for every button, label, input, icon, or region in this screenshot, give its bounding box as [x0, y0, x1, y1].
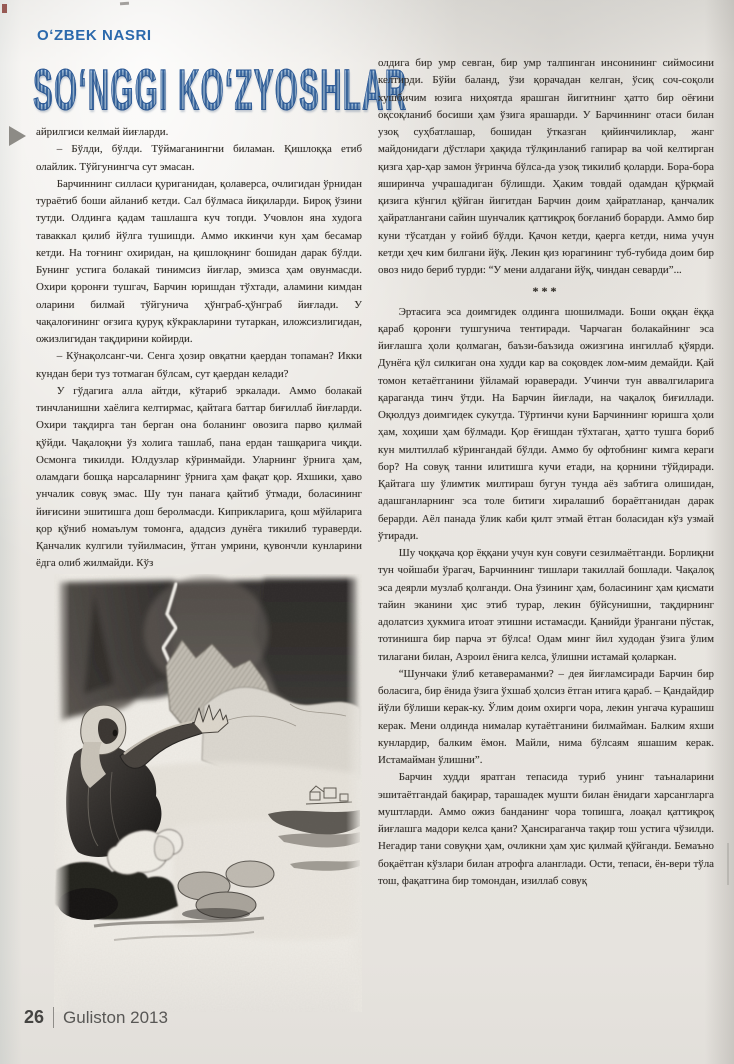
paragraph: олдига бир умр севган, бир умр талпинган инсонининг сиймосини келтирди. Бўйи баланд, ўзи қорачадан келган, ўсиқ соч-соқоли хушбичим юзига ниҳоятда ярашган йигитнинг ҳатто бир оёғини оқсоқланиб босиши ҳам ўзига ярашарди. У Барчиннинг отаси билан узоқ суҳбатлашар, бошидан ўтказган қийинчиликлар, жанг майдонидаги дўстлари ҳақида тўлқинланиб гапирар ва чой келтирган қизга ҳар-ҳар замон ўғринча бўлса-да узоқ тикилиб қоларди. Бора-бора яширинча учрашадиган бўлишди. Ҳаким товдай одамдан қўрқмай қизига кўнгил қўйган йигитдан Барчин доим ҳайратланар, қанчалик ҳайратлангани сайин шунчалик қаттиқроқ боғланиб борарди. Аммо бир куни тўсатдан у ғойиб бўлди. Қачон кетди, қаерга кетди, нима учун кетди ҳеч ким билгани йўқ. Лекин қиз юрагининг туб-тубида доим бир овоз нидо бериб турди: “У мени алдагани йўқ, чиндан севарди”... — [378, 57, 714, 276]
story-illustration — [54, 574, 362, 1012]
scan-artifact — [727, 843, 729, 885]
paragraph: Эртасига эса доимгидек олдинга шошилмади. Боши оққан ёққа қараб қоронғи тушгунича тентиради. Чарчаган болакайнинг эса йиғлашга ҳоли қолмаган, баъзи-баъзида ожизгина ингиллаб қўярди. Дунёга қўл силкиган она худди кар ва соқовдек лом-мим демайди. Қай томон кетаётганини ўйламай юраверади. Учинчи тун аввалгиларига қараганда тинч ўтди. На Барчин йиғлади, на чақалоқ биғиллади. Оқюлдуз доимгидек сукутда. Тўртинчи куни Барчиннинг юришга ҳоли ҳам, хоҳиши ҳам бўлмади. Қор ёғишдан тўхтаган, ҳатто тушга бориб кун милтиллаб кўрингандай бўлди. Аммо бу офтобнинг кимга кераги бор? На совуқ танни илитишга кучи етади, на қорнини тўйдиради. Қайтага шу ўлимтик милтираш бугун тунда аёз забтига олишидан, адашганларнинг эса толе битиги хиралашиб бораётганидан дарак берарди. Аёл панада ўлик каби қилт этмай ётган боласидан кўз узмай ўтиради. — [378, 305, 714, 542]
paragraph: – Бўлди, бўлди. Тўймаганингни биламан. Қишлоққа етиб олайлик. Тўйгунингча сут эмасан. — [36, 143, 362, 173]
story-title-text: SOʻNGGI KOʻZYOSHLAR — [33, 57, 408, 122]
footer-divider — [53, 1007, 54, 1028]
page-footer — [24, 1007, 168, 1028]
scan-artifact — [120, 2, 129, 6]
paragraph: “Шунчаки ўлиб кетавераманми? – дея йиғламсиради Барчин бир боласига, бир ёнида ўзига ўхшаб ҳолсиз ётган итига қараб. – Қандайдир йўли бўлиши керак-ку. Ўлим доим охирги чора, лекин унгача курашиш керак. Мени олдинда нималар кутаётганини билмайман. Балким яхши кунлардир, балким ёмон. Майли, нима бўлсаям яшашим керак. Истамайман ўлишни”. — [378, 667, 714, 766]
paragraph: Шу чоққача қор ёққани учун кун совуғи сезилмаётганди. Борлиқни тун чойшаби ўрагач, Барчиннинг тишлари такиллай бошлади. Чақалоқ эса деярли музлаб қолганди. Она ўзининг ҳам, боласининг ҳам қисмати тайин эканини ҳис этиб турар, лекин бўйсунишни, тақдирнинг адолатсиз ҳукмига итоат этишни истамасди. Қанийди ўрангани пўстак, тотинишга бир парча эт бўлса! Одам минг йил худодан ўзига ўлим тилагани билан, Азроил ёнига келса, ўлишни истамай қоларкан. — [378, 547, 714, 663]
page-number: 26 — [24, 1007, 45, 1027]
paragraph: айрилгиси келмай йиғларди. — [36, 126, 169, 138]
section-separator: *** — [532, 284, 560, 299]
scan-artifact — [2, 4, 7, 13]
paragraph: – Кўнақолсанг-чи. Сенга ҳозир овқатни қаердан топаман? Икки кундан бери туз тотмаган бўлсам, сут қаердан келади? — [36, 350, 362, 380]
paragraph: Барчиннинг силласи қуриганидан, қолаверса, очлигидан ўрнидан тураётиб боши айланиб кетди. Сал бўлмаса йиқиларди. Бироқ ўзини тутди. Олдинга қадам ташлашга куч топди. Учовлон яна худога таваккал қилиб йўлга тушишди. Аммо иккинчи кун ҳам бесамар кетди. На тоғнинг охиридан, на қишлоқнинг бошидан дарак бўлди. Бунинг устига болакай тинимсиз йиғлар, эмизса ҳам овунмасди. Охири қоронғи тушгач, Барчин юришдан тўхтади, аламини кимдан оларини билмай тўйгунича ҳўнграб-ҳўнграб йиғлади. У чақалоғининг оғзига қуруқ кўкракларини тутаркан, иложсизлигидан, ожизлигидан тақдирини койирди. — [36, 177, 362, 345]
paragraph: У гўдагига алла айтди, кўтариб эркалади. Аммо болакай тинчланишни хаёлига келтирмас, қайтага баттар биғиллаб йиғларди. Охири тақдирга тан берган она боланинг овозига парво қилмай қўйди. Чақалоқни ўз холига ташлаб, пана ердан ташқарига чиқди. Осмонга тикилди. Юлдузлар кўринмайди. Уларнинг ўрнига ҳам, оламдаги бошқа нарсаларнинг ўрнига ҳам фақат қор. Яхшики, ҳаво унчалик совуқ эмас. Шу тун панага қайтиб ўтмади, боласининг йиғисини эшитишга дош беролмасди. Киприкларига, қош мўйларига қор қўниб номаълум томонга, ададсиз дунёга тикилиб тураверди. Қанчалик кулгили туйилмасин, ўтган умрини, қувончли кунларини ёдга олиб жилмайди. Кўз — [36, 384, 362, 570]
right-text-column — [378, 55, 714, 890]
paragraph: Барчин худди яратган тепасида туриб унинг таъналарини эшитаётгандай бақирар, тарашадек мушти билан ёнидаги харсангларга муштларди. Аммо ожиз банданинг чора топишга, лоақал қаттиқроқ йиғлашга мадори келса қани? Ҳансираганча тақир тош устига чўзилди. Негадир тани совуқни ҳам, очликни ҳам ҳис қилмай қўйганди. Бемаъно боқаётган кўзлари билан атрофга аланглади. Ости, тепаси, ён-вери тўла тош, фақатгина бир томондан, изиллаб совуқ — [378, 771, 714, 887]
continuation-marker-icon — [9, 126, 26, 146]
left-text-column — [36, 124, 362, 573]
section-rubric: OʻZBEK NASRI — [37, 27, 152, 44]
story-title — [33, 56, 408, 122]
journal-name: Guliston 2013 — [63, 1007, 168, 1027]
